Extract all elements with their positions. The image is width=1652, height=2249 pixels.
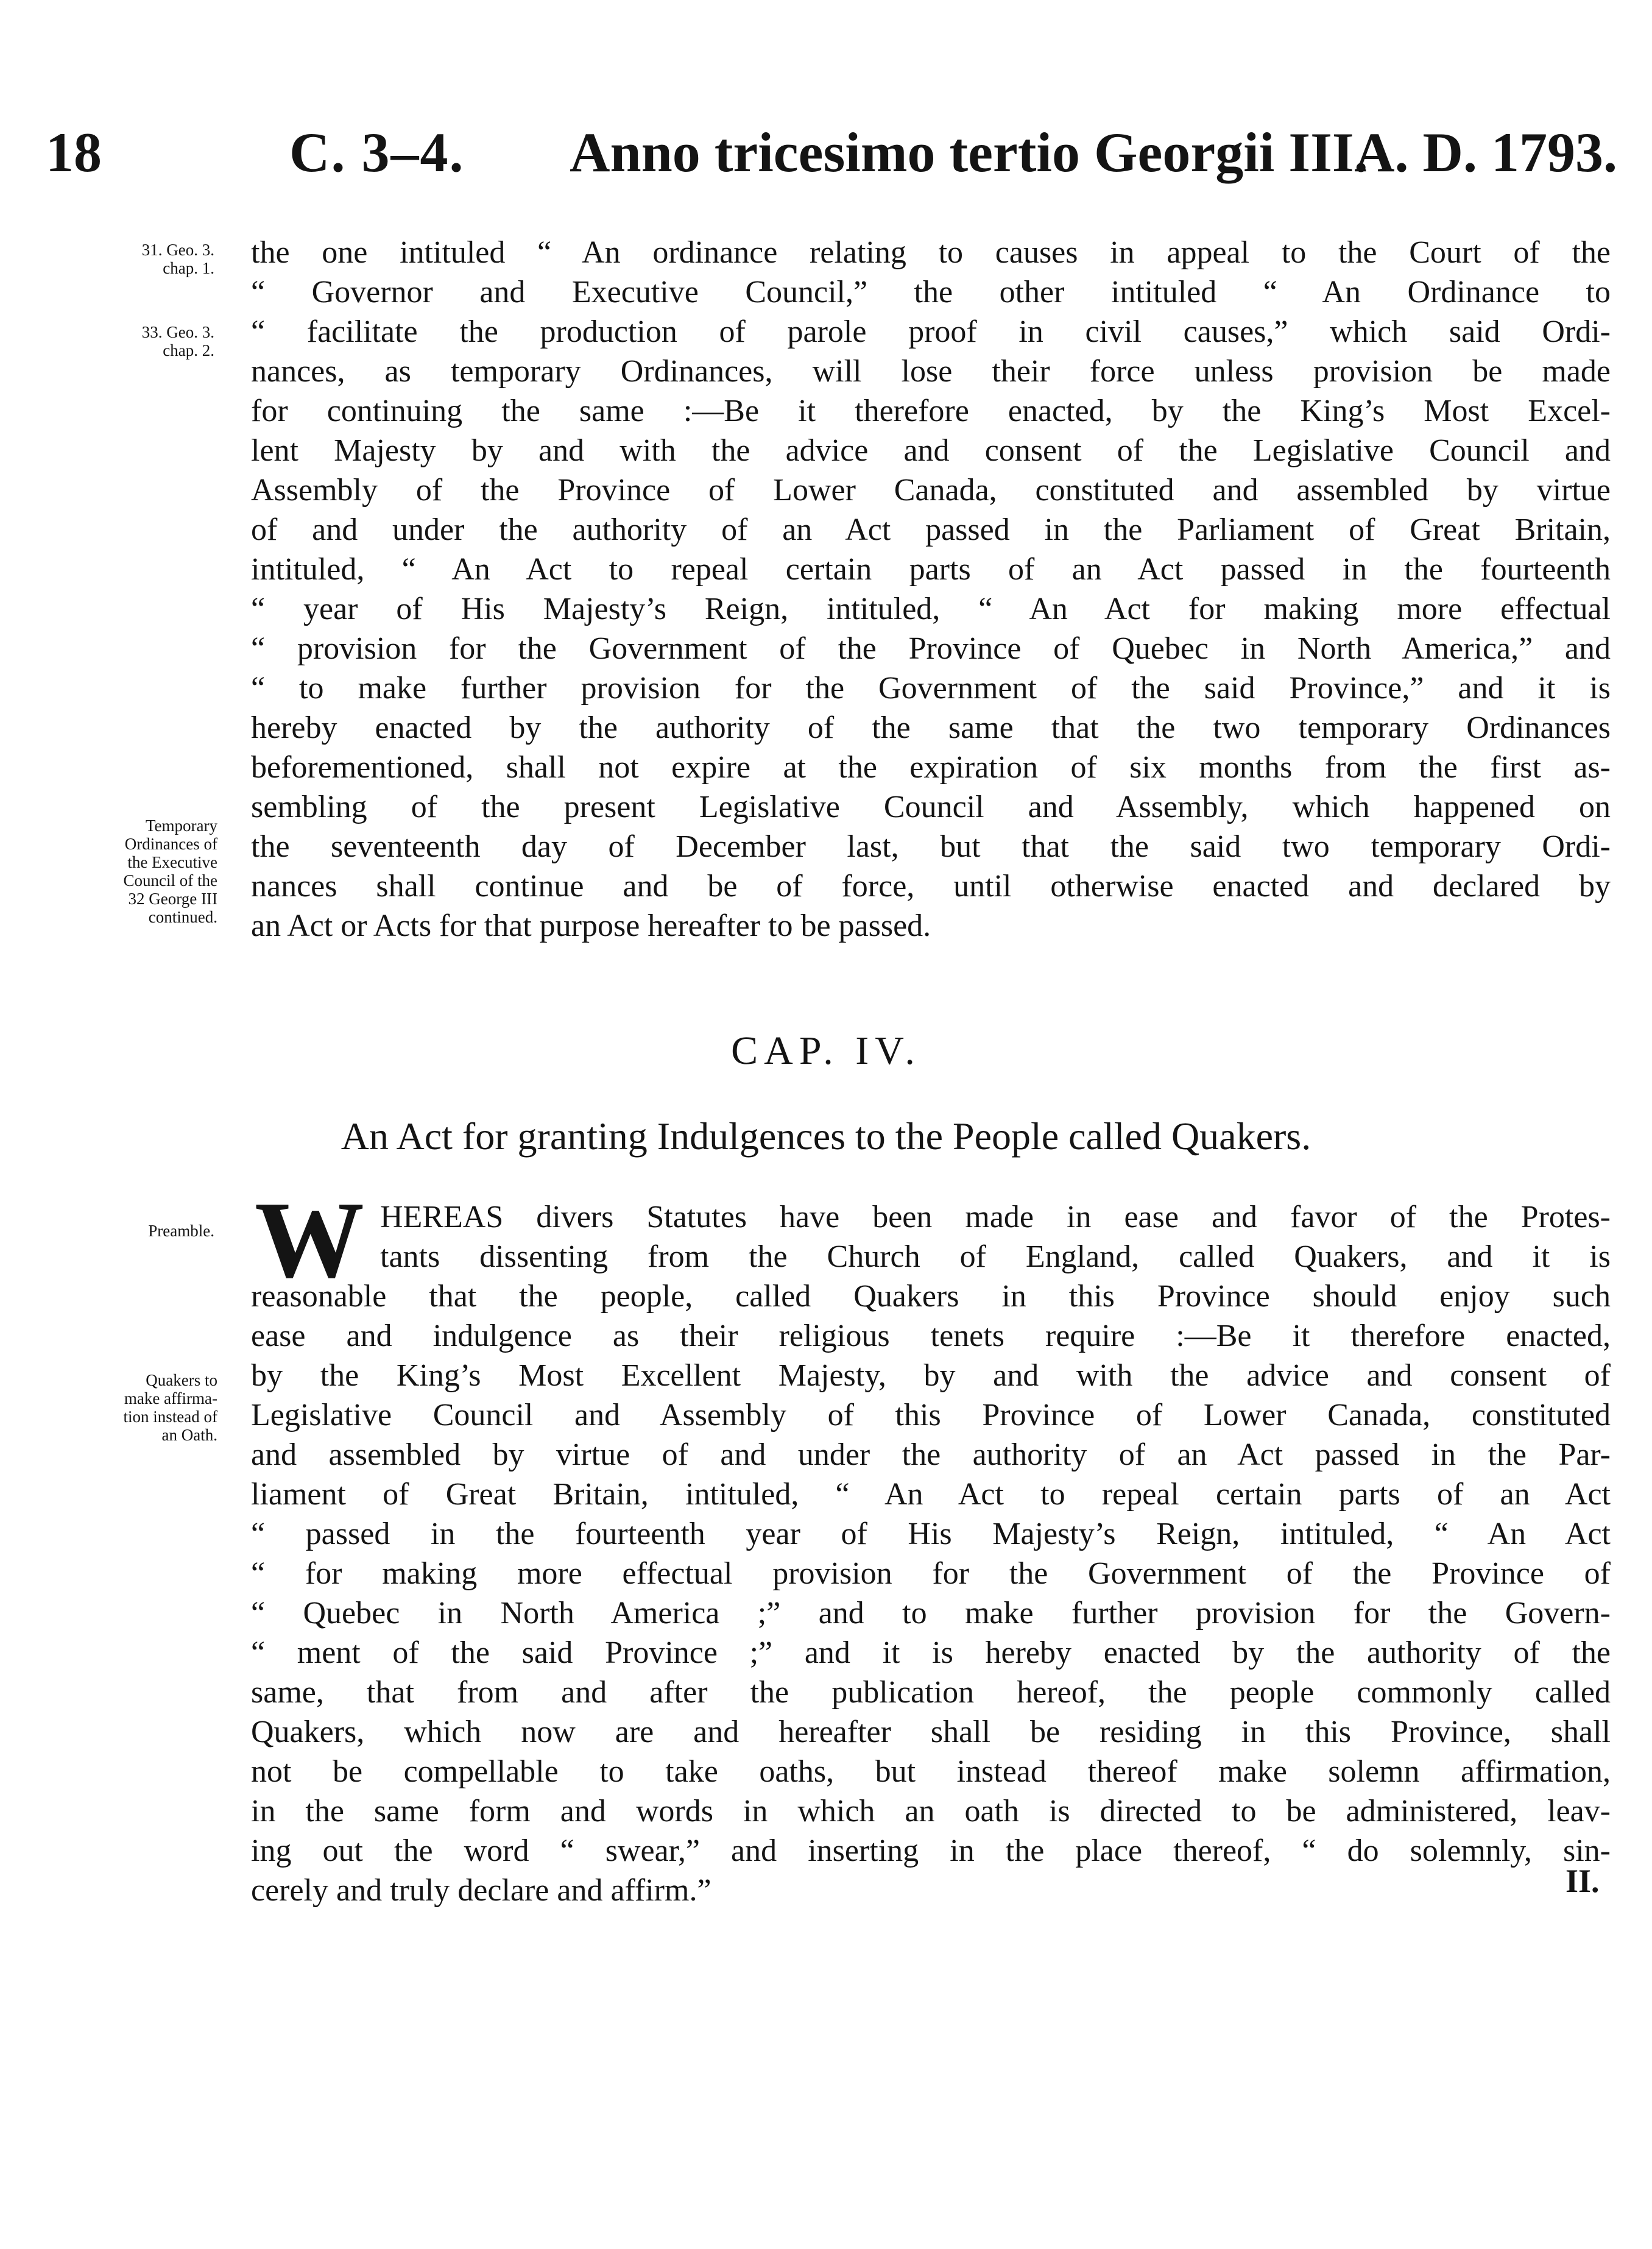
text-line: HEREAS divers Statutes have been made in ease and favor of the Protes- <box>380 1200 1611 1234</box>
text-line: nances, as temporary Ordinances, will lose their force unless provision be made <box>251 354 1611 389</box>
text-line: in the same form and words in which an oath is directed to be administered, leav- <box>251 1794 1611 1829</box>
text-line: liament of Great Britain, intituled, “ An Act to repeal certain parts of an Act <box>251 1477 1611 1512</box>
text-line: by the King’s Most Excellent Majesty, by and with the advice and consent of <box>251 1358 1611 1393</box>
margin-note-temporary-ordinances: Temporary Ordinances of the Executive Council of the 32 George III continued. <box>123 816 217 926</box>
text-line: “ year of His Majesty’s Reign, intituled, “ An Act for making more effectual <box>251 592 1611 626</box>
text-line: “ ment of the said Province ;” and it is hereby enacted by the authority of the <box>251 1635 1611 1670</box>
drop-cap: W <box>255 1179 364 1300</box>
margin-note-preamble: Preamble. <box>148 1222 214 1240</box>
chapter-title: CAP. IV. <box>731 1029 921 1073</box>
text-line: tants dissenting from the Church of England, called Quakers, and it is <box>380 1239 1611 1274</box>
section-1-text <box>251 233 1611 946</box>
text-line: Assembly of the Province of Lower Canada, constituted and assembled by virtue <box>251 473 1611 508</box>
section-2-text <box>251 1197 1611 1910</box>
chapter-reference: C. 3–4. <box>289 121 465 183</box>
text-line: “ passed in the fourteenth year of His Majesty’s Reign, intituled, “ An Act <box>251 1517 1611 1551</box>
text-line: same, that from and after the publication hereof, the people commonly called <box>251 1675 1611 1710</box>
margin-note-quakers-affirmation: Quakers to make affirma- tion instead of an Oath. <box>123 1371 217 1444</box>
act-title: An Act for granting Indulgences to the People called Quakers. <box>341 1114 1311 1158</box>
catchword: II. <box>1566 1863 1600 1899</box>
text-line: hereby enacted by the authority of the same that the two temporary Ordinances <box>251 710 1611 745</box>
text-line: of and under the authority of an Act passed in the Parliament of Great Britain, <box>251 512 1611 547</box>
text-line: beforementioned, shall not expire at the expiration of six months from the first as- <box>251 750 1611 785</box>
text-line: Quakers, which now are and hereafter shall be residing in this Province, shall <box>251 1715 1611 1749</box>
margin-note-ref-1: 31. Geo. 3. chap. 1. <box>141 241 214 277</box>
year-reference: A. D. 1793. <box>1354 121 1617 183</box>
text-line: the seventeenth day of December last, but that the said two temporary Ordi- <box>251 829 1611 864</box>
margin-note-ref-2: 33. Geo. 3. chap. 2. <box>141 323 214 359</box>
text-line: cerely and truly declare and affirm.” <box>251 1873 711 1908</box>
text-line: reasonable that the people, called Quakers in this Province should enjoy such <box>251 1279 1611 1314</box>
text-line: “ facilitate the production of parole proof in civil causes,” which said Ordi- <box>251 314 1611 349</box>
text-line: “ provision for the Government of the Province of Quebec in North America,” and <box>251 631 1611 666</box>
text-line: nances shall continue and be of force, until otherwise enacted and declared by <box>251 869 1611 904</box>
text-line: “ for making more effectual provision for the Government of the Province of <box>251 1556 1611 1591</box>
page-header <box>46 116 1617 189</box>
text-line: not be compellable to take oaths, but instead thereof make solemn affirmation, <box>251 1754 1611 1789</box>
text-line: ing out the word “ swear,” and inserting in the place thereof, “ do solemnly, sin- <box>251 1833 1611 1868</box>
text-line: sembling of the present Legislative Council and Assembly, which happened on <box>251 790 1611 824</box>
text-line: “ Governor and Executive Council,” the other intituled “ An Ordinance to <box>251 275 1611 310</box>
page-number: 18 <box>46 121 102 183</box>
text-line: the one intituled “ An ordinance relating to causes in appeal to the Court of the <box>251 235 1611 270</box>
text-line: an Act or Acts for that purpose hereafter to be passed. <box>251 908 931 943</box>
text-line: “ Quebec in North America ;” and to make further provision for the Govern- <box>251 1596 1611 1631</box>
text-line: for continuing the same :—Be it therefore enacted, by the King’s Most Excel- <box>251 394 1611 428</box>
text-line: ease and indulgence as their religious tenets require :—Be it therefore enacted, <box>251 1319 1611 1353</box>
text-line: and assembled by virtue of and under the authority of an Act passed in the Par- <box>251 1437 1611 1472</box>
text-line: intituled, “ An Act to repeal certain parts of an Act passed in the fourteenth <box>251 552 1611 587</box>
text-line: lent Majesty by and with the advice and consent of the Legislative Council and <box>251 433 1611 468</box>
text-line: Legislative Council and Assembly of this Province of Lower Canada, constituted <box>251 1398 1611 1433</box>
text-line: “ to make further provision for the Government of the said Province,” and it is <box>251 671 1611 706</box>
running-title: Anno tricesimo tertio Georgii III. <box>570 121 1368 183</box>
